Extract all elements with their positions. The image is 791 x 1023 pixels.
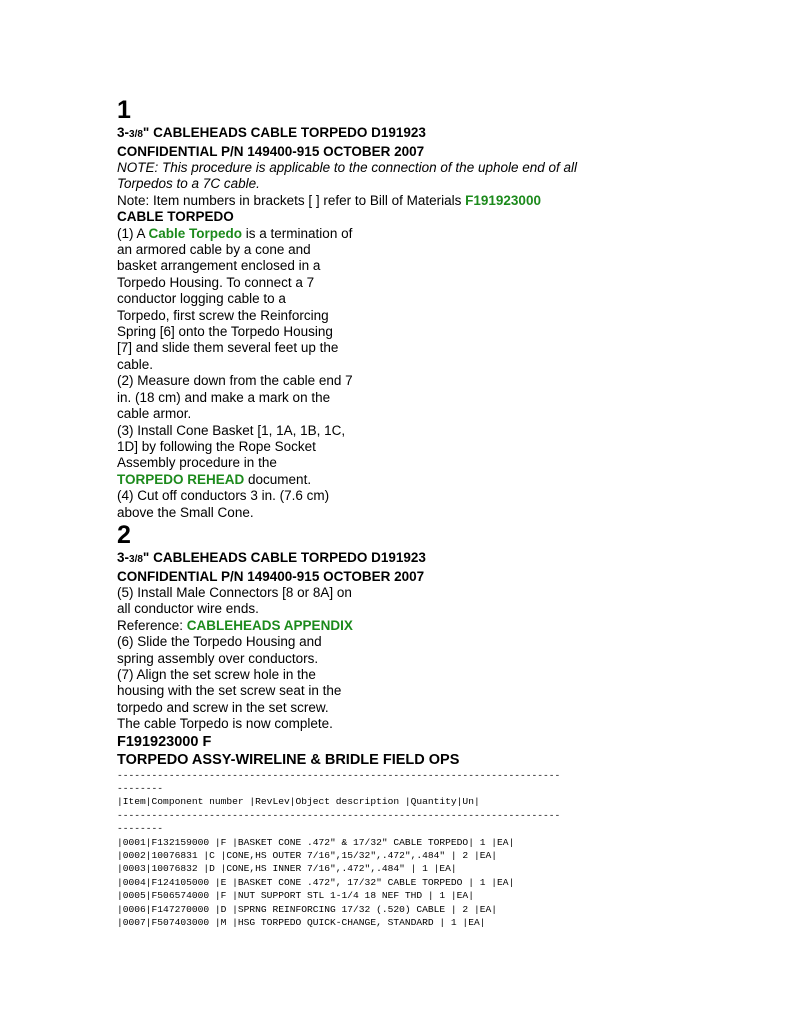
step-line: The cable Torpedo is now complete. xyxy=(117,716,333,732)
reference-label: Reference: xyxy=(117,617,187,633)
step-line: spring assembly over conductors. xyxy=(117,650,319,666)
table-row: |0007|F507403000 |M |HSG TORPEDO QUICK-CHANGE, STANDARD | 1 |EA| xyxy=(117,917,486,929)
header-prefix: 3- xyxy=(117,125,130,140)
step-line: housing with the set screw seat in the xyxy=(117,683,342,699)
step-line: [7] and slide them several feet up the xyxy=(117,340,339,356)
bom-id: F191923000 F xyxy=(117,733,212,750)
table-rule: ----------------------------------------------------------------------------- xyxy=(117,809,561,821)
table-header: |Item|Component number |RevLev|Object description |Quantity|Un| xyxy=(117,796,480,808)
step-line xyxy=(117,226,377,242)
torpedo-rehead-link[interactable]: TORPEDO REHEAD xyxy=(117,471,245,487)
cableheads-appendix-link[interactable]: CABLEHEADS APPENDIX xyxy=(186,617,353,633)
step-line: Torpedo Housing. To connect a 7 xyxy=(117,274,315,290)
header-title: " CABLEHEADS CABLE TORPEDO D191923 xyxy=(142,125,426,140)
step-line: 1D] by following the Rope Socket xyxy=(117,438,316,454)
step-line: basket arrangement enclosed in a xyxy=(117,258,321,274)
bom-note-text: Note: Item numbers in brackets [ ] refer to Bill of Materials xyxy=(117,192,466,208)
page-header-line2: CONFIDENTIAL P/N 149400-915 OCTOBER 2007 xyxy=(117,568,425,584)
step-line: an armored cable by a cone and xyxy=(117,242,311,258)
reference-line xyxy=(117,618,377,634)
table-row: |0005|F506574000 |F |NUT SUPPORT STL 1-1/4 18 NEF THD | 1 |EA| xyxy=(117,890,474,902)
step-line: Assembly procedure in the xyxy=(117,455,277,471)
step-line: (4) Cut off conductors 3 in. (7.6 cm) xyxy=(117,488,330,504)
step-line: (2) Measure down from the cable end 7 xyxy=(117,373,353,389)
step-line: conductor logging cable to a xyxy=(117,291,286,307)
page-header xyxy=(117,124,777,143)
step-line xyxy=(117,472,377,488)
step-text: document. xyxy=(244,471,312,487)
procedure-column xyxy=(117,585,377,733)
step-line: above the Small Cone. xyxy=(117,504,254,520)
page-number: 1 xyxy=(117,96,131,124)
header-fraction: 3/8 xyxy=(129,129,143,140)
step-line: (7) Align the set screw hole in the xyxy=(117,666,316,682)
table-rule: ----------------------------------------------------------------------------- xyxy=(117,769,561,781)
document-page xyxy=(117,96,777,929)
table-rule: -------- xyxy=(117,783,164,794)
bom-title: TORPEDO ASSY-WIRELINE & BRIDLE FIELD OPS xyxy=(117,751,460,768)
table-row: |0006|F147270000 |D |SPRNG REINFORCING 17/32 (.520) CABLE | 2 |EA| xyxy=(117,903,497,915)
header-fraction: 3/8 xyxy=(129,553,143,565)
table-row: |0002|10076831 |C |CONE,HS OUTER 7/16",15/32",.472",.484" | 2 |EA| xyxy=(117,850,497,862)
page-number: 2 xyxy=(117,520,131,549)
step-line: all conductor wire ends. xyxy=(117,601,259,617)
header-prefix: 3- xyxy=(117,549,130,565)
page-header xyxy=(117,549,777,568)
procedure-column xyxy=(117,226,377,521)
step-line: cable armor. xyxy=(117,406,192,422)
step-line: (5) Install Male Connectors [8 or 8A] on xyxy=(117,584,352,600)
step-line: cable. xyxy=(117,356,154,372)
bom-link[interactable]: F191923000 xyxy=(465,192,541,208)
step-line: (3) Install Cone Basket [1, 1A, 1B, 1C, xyxy=(117,422,346,438)
table-rule: -------- xyxy=(117,823,164,835)
cable-torpedo-link[interactable]: Cable Torpedo xyxy=(148,225,243,241)
step-text: is a termination of xyxy=(242,225,353,241)
note-line: NOTE: This procedure is applicable to the connection of the uphole end of all xyxy=(117,160,578,175)
step-text: (1) A xyxy=(117,225,149,241)
bom-note xyxy=(117,193,777,209)
bom-table xyxy=(117,769,777,930)
step-line: Torpedo, first screw the Reinforcing xyxy=(117,307,329,323)
page-header-line2: CONFIDENTIAL P/N 149400-915 OCTOBER 2007 xyxy=(117,144,425,159)
step-line: (6) Slide the Torpedo Housing and xyxy=(117,634,322,650)
table-row: |0003|10076832 |D |CONE,HS INNER 7/16",.472",.484" | 1 |EA| xyxy=(117,863,457,875)
header-title: " CABLEHEADS CABLE TORPEDO D191923 xyxy=(142,549,426,565)
step-line: in. (18 cm) and make a mark on the xyxy=(117,389,331,405)
table-row: |0001|F132159000 |F |BASKET CONE .472" & 17/32" CABLE TORPEDO| 1 |EA| xyxy=(117,836,515,848)
step-line: torpedo and screw in the set screw. xyxy=(117,699,329,715)
section-title: CABLE TORPEDO xyxy=(117,209,234,225)
step-line: Spring [6] onto the Torpedo Housing xyxy=(117,324,333,340)
table-row: |0004|F124105000 |E |BASKET CONE .472", 17/32" CABLE TORPEDO | 1 |EA| xyxy=(117,876,515,888)
note-line: Torpedos to a 7C cable. xyxy=(117,176,260,192)
